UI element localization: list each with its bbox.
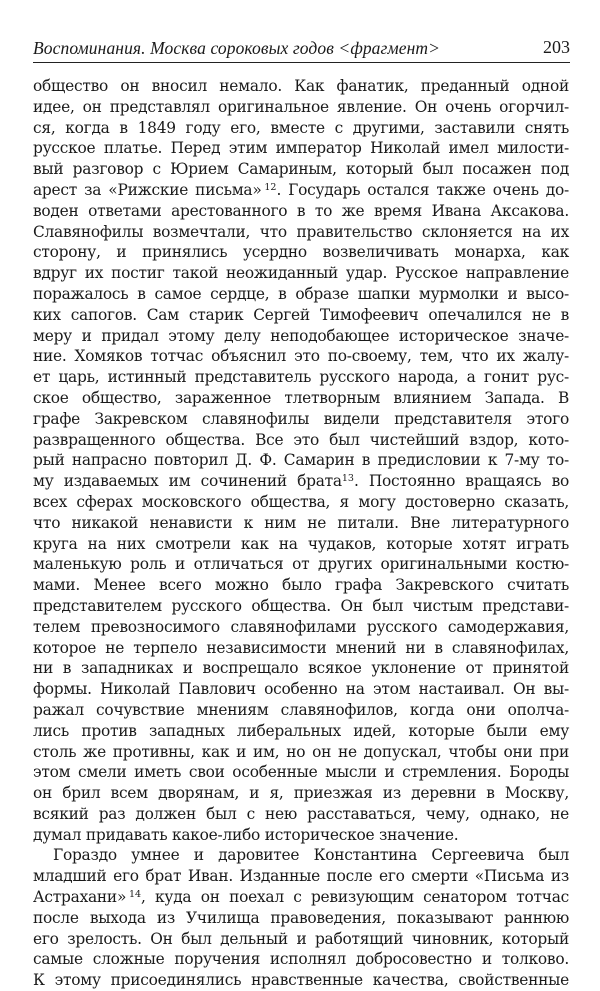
- text-line: воден ответами арестованного в то же время Ивана Аксакова.: [33, 201, 569, 220]
- text-segment: , куда он поехал с ревизующим сенатором тотчас: [141, 888, 569, 907]
- text-line: представителем русского общества. Он был чистым представи-: [33, 596, 569, 615]
- text-segment: арест за «Рижские письма»: [33, 180, 262, 199]
- text-line: ся, когда в 1849 году его, вместе с другими, заставили снять: [33, 118, 569, 137]
- text-line: ское общество, зараженное тлетворным влиянием Запада. В: [33, 388, 569, 407]
- text-line: всех сферах московского общества, я могу достоверно сказать,: [33, 492, 569, 511]
- text-line: самые сложные поручения исполнял добросовестно и толково.: [33, 950, 569, 969]
- text-line: вый разговор с Юрием Самариным, который был посажен под: [33, 160, 569, 179]
- text-line: столь же противны, как и им, но он не допускал, чтобы они при: [33, 742, 569, 761]
- text-segment: му издаваемых им сочинений брата: [33, 472, 342, 491]
- text-line: он брил всем дворянам, и я, приезжая из деревни в Москву,: [33, 784, 569, 803]
- text-line: русское платье. Перед этим император Николай имел милости-: [33, 139, 569, 158]
- text-line: [33, 471, 569, 492]
- text-line: мами. Менее всего можно было графа Закревского считать: [33, 576, 569, 595]
- text-line: всякий раз должен был с нею расставаться, чему, однако, не: [33, 804, 569, 823]
- text-line: К этому присоединялись нравственные качества, свойственные: [33, 971, 569, 990]
- text-line: после выхода из Училища правоведения, показывают раннюю: [33, 908, 569, 927]
- text-line: его зрелость. Он был дельный и работящий чиновник, который: [33, 929, 569, 948]
- text-segment: . Государь остался также очень до-: [276, 180, 569, 199]
- text-line: Славянофилы возмечтали, что правительство склоняется на их: [33, 222, 569, 241]
- text-line: которое не терпело независимости мнений ни в славянофилах,: [33, 638, 569, 657]
- body-text: [33, 76, 569, 991]
- text-line: рый напрасно повторил Д. Ф. Самарин в предисловии к 7-му то-: [33, 451, 569, 470]
- text-line: меру и придал этому делу неподобающее историческое значе-: [33, 326, 569, 345]
- text-line: общество он вносил немало. Как фанатик, преданный одной: [33, 77, 569, 95]
- text-line: ражал сочувствие мнениям славянофилов, когда они ополча-: [33, 700, 569, 719]
- text-line: сторону, и принялись усердно возвеличивать монарха, как: [33, 243, 569, 262]
- text-line: формы. Николай Павлович особенно на этом настаивал. Он вы-: [33, 680, 569, 699]
- text-line: поражалось в самое сердце, в образе шапки мурмолки и высо-: [33, 284, 569, 303]
- footnote-marker-12: 12: [264, 181, 277, 193]
- text-segment: Астрахани»: [33, 888, 127, 907]
- text-line: идее, он представлял оригинальное явление. Он очень огорчил-: [33, 97, 569, 116]
- text-line: что никакой ненависти к ним не питали. Вне литературного: [33, 513, 569, 532]
- text-line: развращенного общества. Все это был чистейший вздор, кото-: [33, 430, 569, 449]
- text-line: ни в западниках и воспрещало всякое уклонение от принятой: [33, 659, 569, 678]
- text-line: младший его брат Иван. Изданные после его смерти «Письма из: [33, 867, 569, 886]
- running-header: [33, 38, 570, 63]
- running-title: Воспоминания. Москва сороковых годов <фрагмент>: [33, 38, 441, 58]
- text-line: лись против западных либеральных идей, которые были ему: [33, 721, 569, 740]
- text-line: маленькую роль и отличаться от других оригинальными костю-: [33, 555, 569, 574]
- text-line: Гораздо умнее и даровитее Константина Сергеевича был: [53, 846, 569, 865]
- text-line: вдруг их постиг такой неожиданный удар. Русское направление: [33, 264, 569, 283]
- text-line: ет царь, истинный представитель русского народа, а гонит рус-: [33, 368, 569, 387]
- text-line: [33, 180, 569, 201]
- text-line: графе Закревском славянофилы видели представителя этого: [33, 409, 569, 428]
- text-line: телем превозносимого славянофилами русского самодержавия,: [33, 617, 569, 636]
- text-line: этом смели иметь свои особенные мысли и стремления. Бороды: [33, 763, 569, 782]
- text-line: [33, 887, 569, 908]
- footnote-marker-14: 14: [128, 889, 142, 901]
- text-segment: . Постоянно вращаясь во: [353, 472, 569, 491]
- footnote-marker-13: 13: [341, 473, 354, 485]
- text-line: думал придавать какое-либо историческое значение.: [33, 825, 459, 844]
- page-number: 203: [543, 37, 570, 57]
- text-line: круга на них смотрели как на чудаков, которые хотят играть: [33, 534, 569, 553]
- text-line: ние. Хомяков тотчас объяснил это по-своему, тем, что их жалу-: [33, 347, 569, 366]
- text-line: ких сапогов. Сам старик Сергей Тимофеевич опечалился не в: [33, 305, 569, 324]
